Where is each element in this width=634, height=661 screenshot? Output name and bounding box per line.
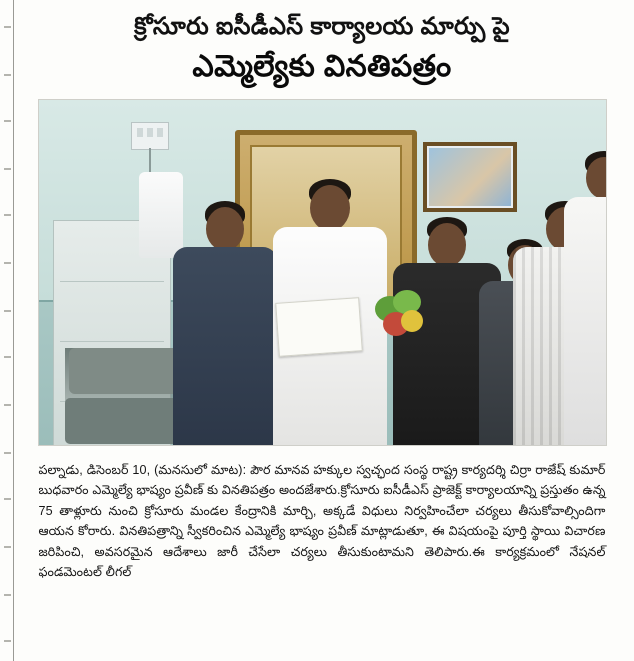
flower-bouquet-icon [369,286,429,344]
left-margin-rule [13,0,14,661]
framed-photo-icon [423,142,517,212]
office-chair-icon [65,348,185,444]
headline-block [22,0,622,85]
person-attendee-4 [567,145,607,445]
article-paragraph [39,460,606,582]
article-content [22,0,622,661]
article-photo [38,99,607,446]
headline-line-2: ఎమ్మెల్యేకు వినతిపత్రం [192,50,452,83]
electrical-switchboard-icon [131,122,169,150]
article-dateline: పల్నాడు, డిసెంబర్ 10, (మనసులో మాట): [38,463,247,477]
petition-document-icon [275,297,363,357]
article-body [39,460,606,582]
headline-line-1: క్రోసూరు ఐసీడీఎస్ కార్యాలయ మార్పు పై [134,13,510,40]
person-presenting [171,195,279,445]
margin-tick-marks [4,0,12,661]
article-body-text: పౌర మానవ హక్కుల స్వచ్ఛంద సంస్థ రాష్ట్ర కార్యదర్శి చిర్రా రాజేష్ కుమార్ బుధవారం ఎమ్మెల్యే భాష్యం ప్రవీణ్ కు వినతిపత్రం అందజేశారు.క్రోసూరు ఐసీడీఎస్ ప్రాజెక్ట్ కార్యాలయాన్ని ప్రస్తుతం ఉన్న 75 తాళ్లూరు నుంచి క్రోసూరు మండల కేంద్రానికి మార్చి, అక్కడే విధులు నిర్వహించేలా చర్యలు తీసుకోవాల్సిందిగా ఆయన కోరారు. వినతిపత్రాన్ని స్వీకరించిన ఎమ్మెల్యే భాష్యం ప్రవీణ్ మాట్లాడుతూ, ఈ విషయంపై పూర్తి స్థాయి విచారణ జరిపించి, అవసరమైన ఆదేశాలు జారీ చేసేలా చర్యలు తీసుకుంటామని తెలిపారు.ఈ కార్యక్రమంలో నేషనల్ ఫండమెంటల్ లీగల్ [38,463,606,579]
